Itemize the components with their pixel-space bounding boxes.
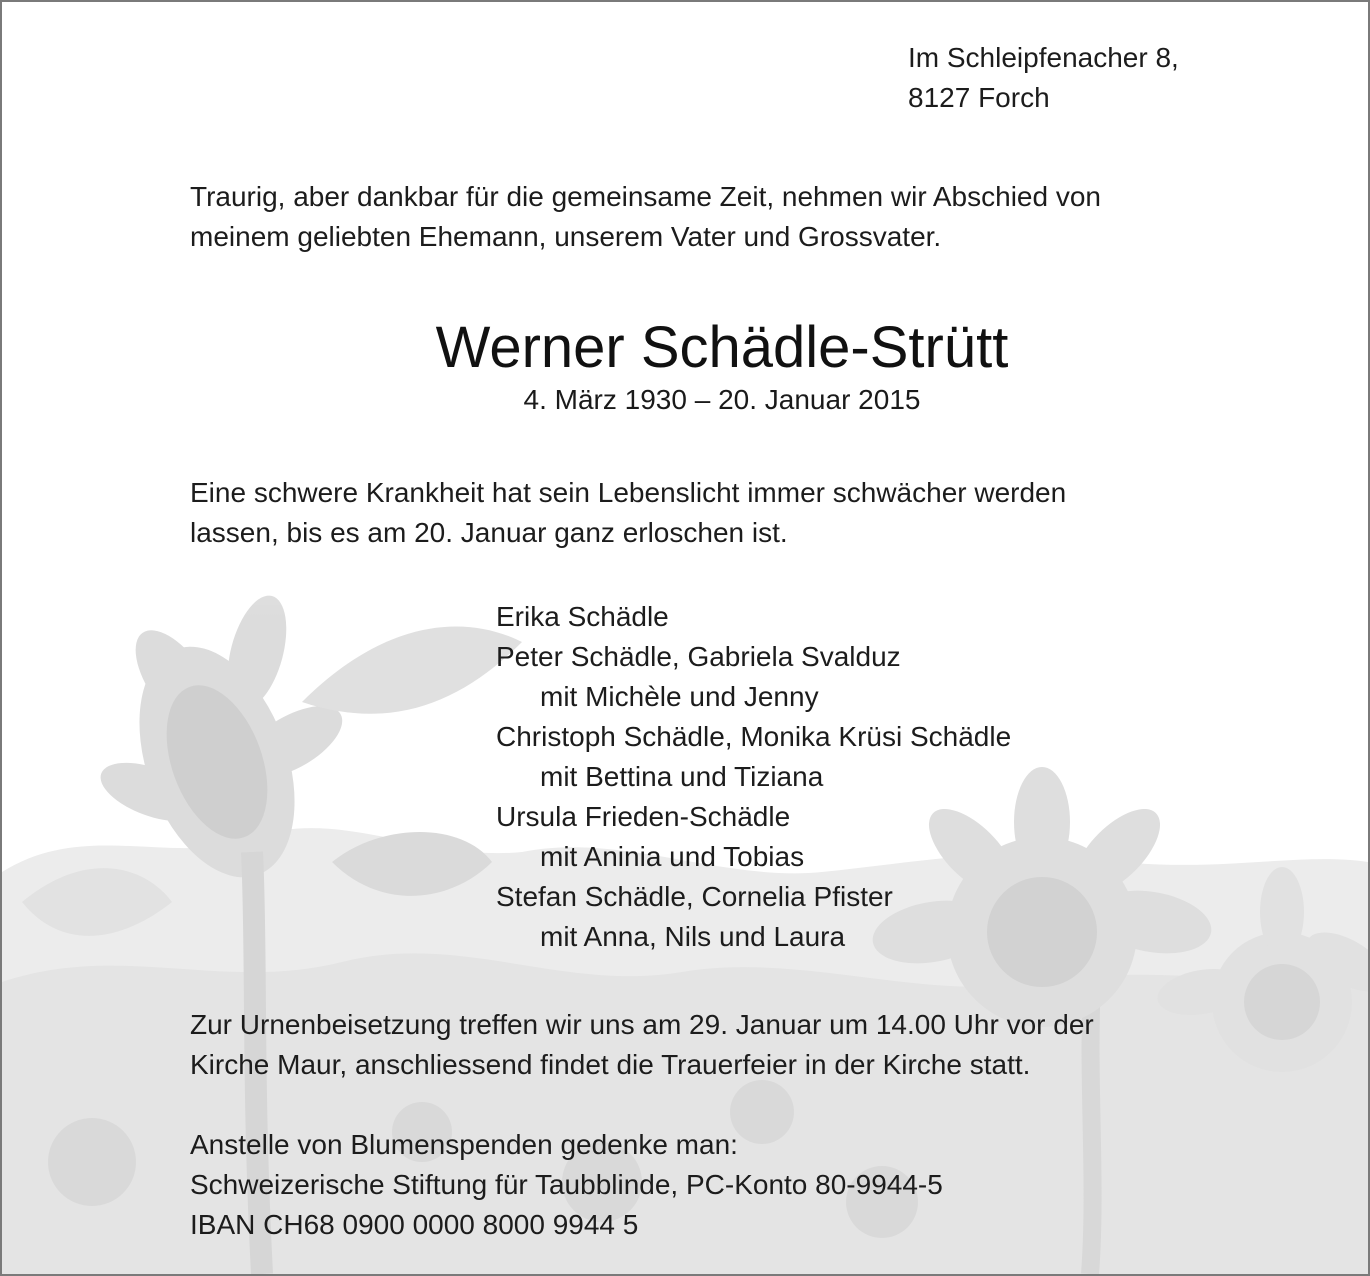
family-children: mit Bettina und Tiziana xyxy=(540,761,824,792)
intro-paragraph xyxy=(190,177,1290,257)
family-member: Stefan Schädle, Cornelia Pfister xyxy=(496,881,893,912)
address-city: 8127 Forch xyxy=(908,82,1050,113)
life-dates: 4. März 1930 – 20. Januar 2015 xyxy=(523,384,921,415)
family-member: Christoph Schädle, Monika Krüsi Schädle xyxy=(496,721,1012,752)
donation-line-2: Schweizerische Stiftung für Taubblinde, PC-Konto 80-9944-5 xyxy=(190,1169,943,1200)
ceremony-paragraph xyxy=(190,1005,1290,1085)
donation-line-1: Anstelle von Blumenspenden gedenke man: xyxy=(190,1129,738,1160)
deceased-name: Werner Schädle-Strütt xyxy=(435,315,1009,380)
intro-line-1: Traurig, aber dankbar für die gemeinsame Zeit, nehmen wir Abschied von xyxy=(190,181,1101,212)
ceremony-line-1: Zur Urnenbeisetzung treffen wir uns am 29. Januar um 14.00 Uhr vor der xyxy=(190,1009,1094,1040)
family-list xyxy=(496,597,1196,957)
illness-line-2: lassen, bis es am 20. Januar ganz erloschen ist. xyxy=(190,517,788,548)
family-member: Peter Schädle, Gabriela Svalduz xyxy=(496,641,901,672)
illness-paragraph xyxy=(190,473,1290,553)
family-children: mit Aninia und Tobias xyxy=(540,841,805,872)
illness-line-1: Eine schwere Krankheit hat sein Lebenslicht immer schwächer werden xyxy=(190,477,1067,508)
ceremony-line-2: Kirche Maur, anschliessend findet die Trauerfeier in der Kirche statt. xyxy=(190,1049,1031,1080)
notice-content xyxy=(2,2,1368,1274)
intro-line-2: meinem geliebten Ehemann, unserem Vater und Grossvater. xyxy=(190,221,942,252)
family-member: Erika Schädle xyxy=(496,601,669,632)
family-member: Ursula Frieden-Schädle xyxy=(496,801,791,832)
address-street: Im Schleipfenacher 8, xyxy=(908,42,1179,73)
family-children: mit Anna, Nils und Laura xyxy=(540,921,846,952)
donation-paragraph xyxy=(190,1125,1290,1245)
donation-iban: IBAN CH68 0900 0000 8000 9944 5 xyxy=(190,1209,639,1240)
family-children: mit Michèle und Jenny xyxy=(540,681,819,712)
address-block xyxy=(908,38,1179,118)
